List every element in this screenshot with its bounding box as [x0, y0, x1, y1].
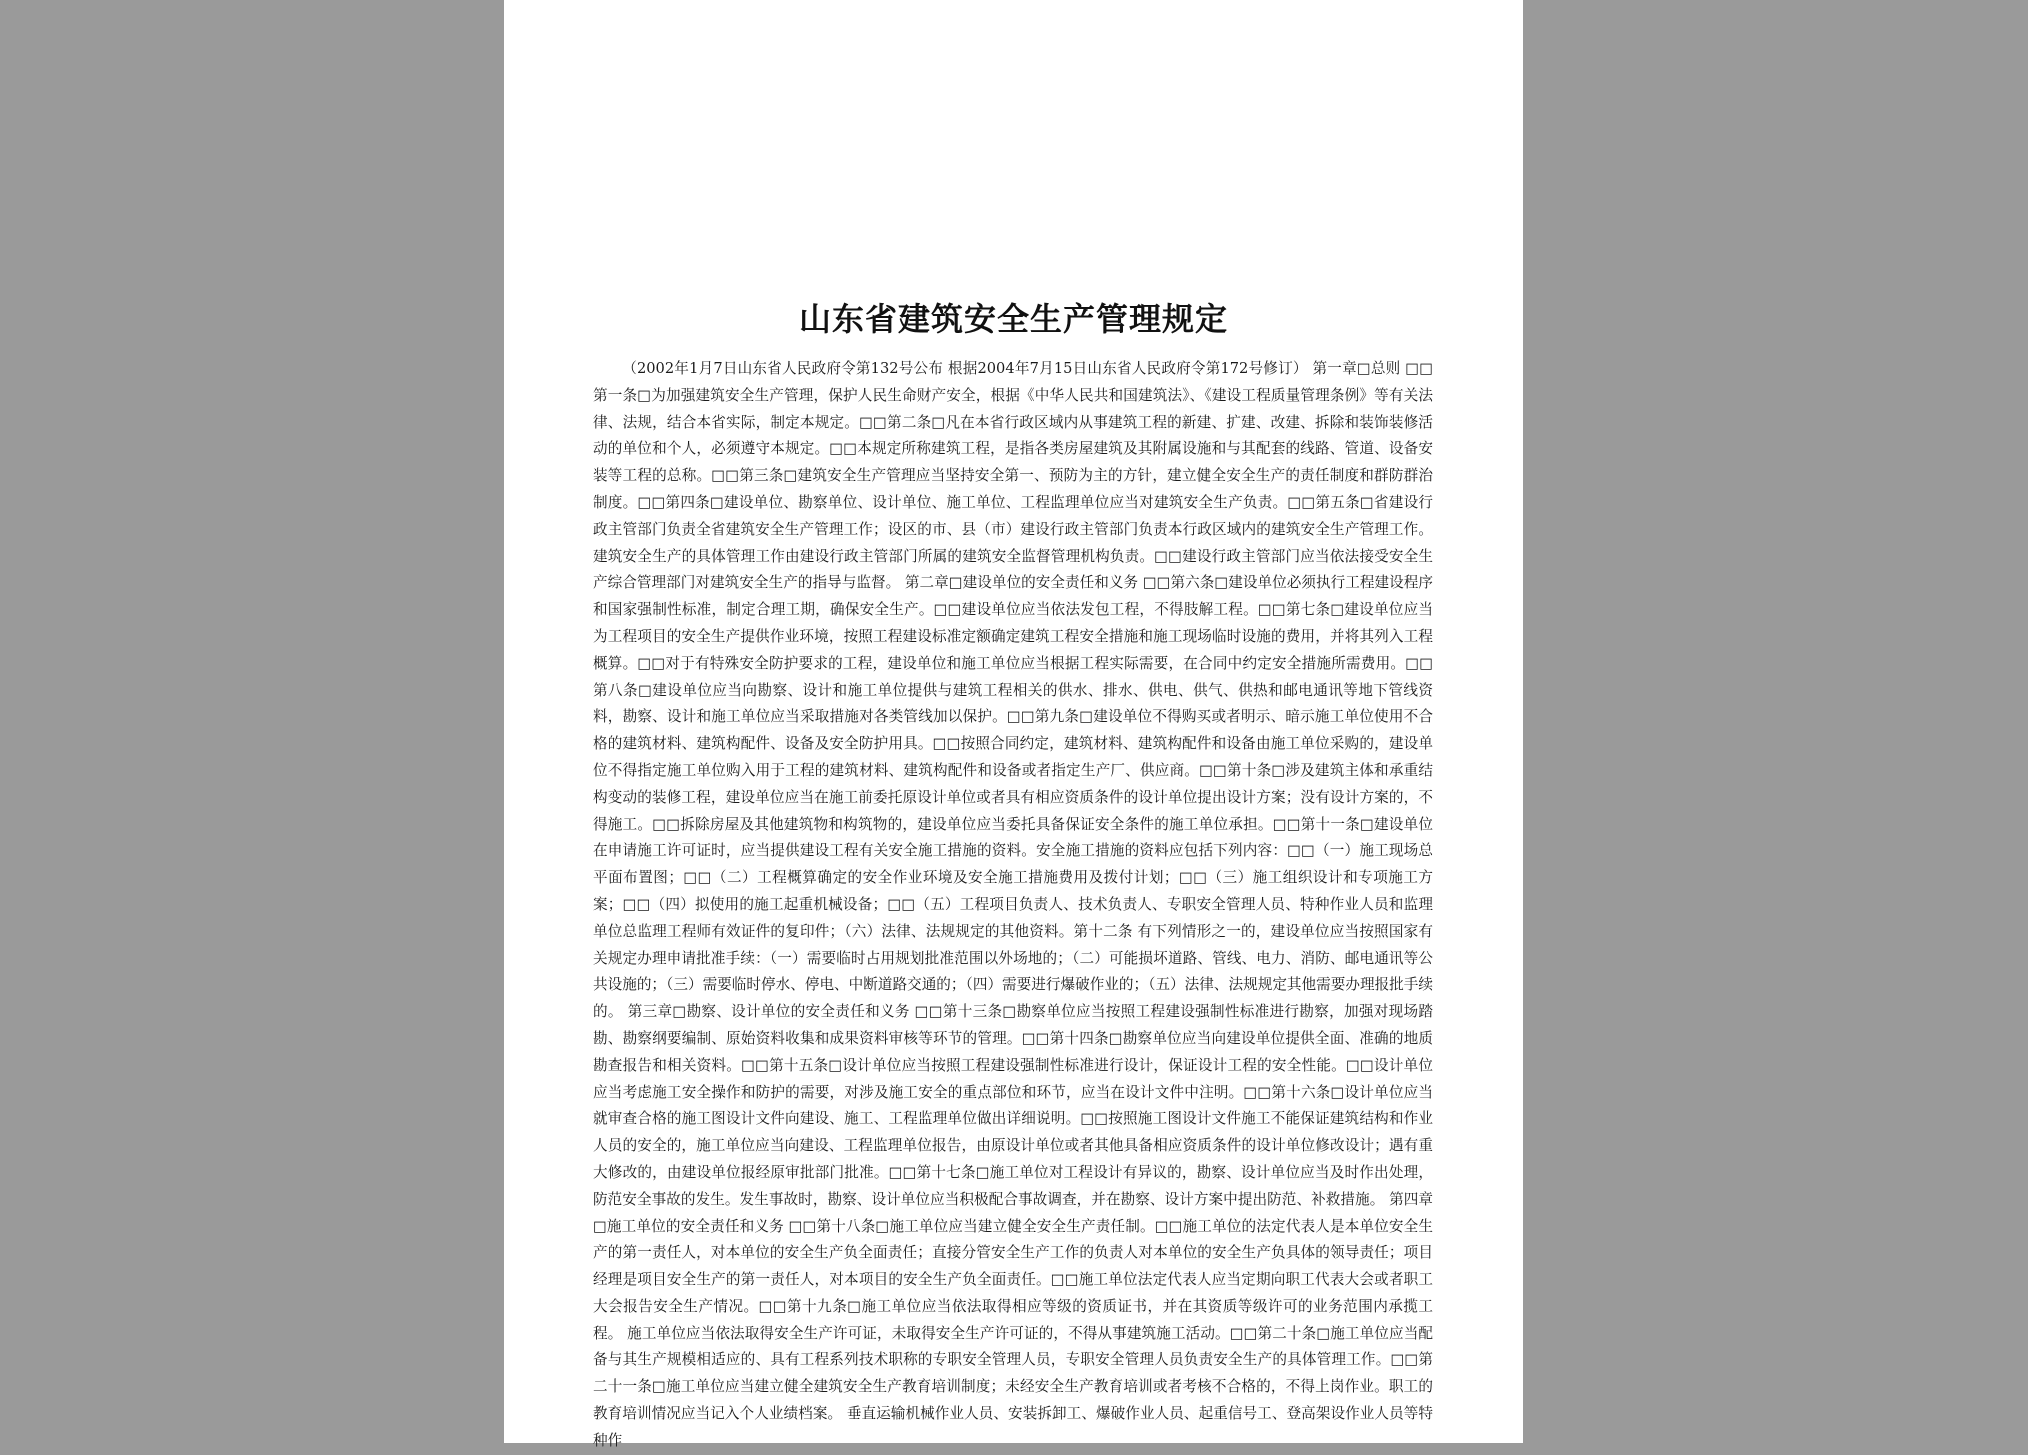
document-body: （2002年1月7日山东省人民政府令第132号公布 根据2004年7月15日山东省人民政府令第172号修订） 第一章□总则 □□第一条□为加强建筑安全生产管理，保护人民生命财产安全，根据《中华人民共和国建筑法》、《建设工程质量管理条例》等有关法律、法规，结合本省实际，制定本规定。□□第二条□凡在本省行政区域内从事建筑工程的新建、扩建、改建、拆除和装饰装修活动的单位和个人，必须遵守本规定。□□本规定所称建筑工程，是指各类房屋建筑及其附属设施和与其配套的线路、管道、设备安装等工程的总称。□□第三条□建筑安全生产管理应当坚持安全第一、预防为主的方针，建立健全安全生产的责任制度和群防群治制度。□□第四条□建设单位、勘察单位、设计单位、施工单位、工程监理单位应当对建筑安全生产负责。□□第五条□省建设行政主管部门负责全省建筑安全生产管理工作；设区的市、县（市）建设行政主管部门负责本行政区域内的建筑安全生产管理工作。建筑安全生产的具体管理工作由建设行政主管部门所属的建筑安全监督管理机构负责。□□建设行政主管部门应当依法接受安全生产综合管理部门对建筑安全生产的指导与监督。 第二章□建设单位的安全责任和义务 □□第六条□建设单位必须执行工程建设程序和国家强制性标准，制定合理工期，确保安全生产。□□建设单位应当依法发包工程，不得肢解工程。□□第七条□建设单位应当为工程项目的安全生产提供作业环境，按照工程建设标准定额确定建筑工程安全措施和施工现场临时设施的费用，并将其列入工程概算。□□对于有特殊安全防护要求的工程，建设单位和施工单位应当根据工程实际需要，在合同中约定安全措施所需费用。□□第八条□建设单位应当向勘察、设计和施工单位提供与建筑工程相关的供水、排水、供电、供气、供热和邮电通讯等地下管线资料，勘察、设计和施工单位应当采取措施对各类管线加以保护。□□第九条□建设单位不得购买或者明示、暗示施工单位使用不合格的建筑材料、建筑构配件、设备及安全防护用具。□□按照合同约定，建筑材料、建筑构配件和设备由施工单位采购的，建设单位不得指定施工单位购入用于工程的建筑材料、建筑构配件和设备或者指定生产厂、供应商。□□第十条□涉及建筑主体和承重结构变动的装修工程，建设单位应当在施工前委托原设计单位或者具有相应资质条件的设计单位提出设计方案；没有设计方案的，不得施工。□□拆除房屋及其他建筑物和构筑物的，建设单位应当委托具备保证安全条件的施工单位承担。□□第十一条□建设单位在申请施工许可证时，应当提供建设工程有关安全施工措施的资料。安全施工措施的资料应包括下列内容：□□（一）施工现场总平面布置图；□□（二）工程概算确定的安全作业环境及安全施工措施费用及拨付计划；□□（三）施工组织设计和专项施工方案；□□（四）拟使用的施工起重机械设备；□□（五）工程项目负责人、技术负责人、专职安全管理人员、特种作业人员和监理单位总监理工程师有效证件的复印件；（六）法律、法规规定的其他资料。第十二条 有下列情形之一的，建设单位应当按照国家有关规定办理申请批准手续：（一）需要临时占用规划批准范围以外场地的；（二）可能损坏道路、管线、电力、消防、邮电通讯等公共设施的；（三）需要临时停水、停电、中断道路交通的；（四）需要进行爆破作业的；（五）法律、法规规定其他需要办理报批手续的。 第三章□勘察、设计单位的安全责任和义务 □□第十三条□勘察单位应当按照工程建设强制性标准进行勘察，加强对现场踏勘、勘察纲要编制、原始资料收集和成果资料审核等环节的管理。□□第十四条□勘察单位应当向建设单位提供全面、准确的地质勘查报告和相关资料。□□第十五条□设计单位应当按照工程建设强制性标准进行设计，保证设计工程的安全性能。□□设计单位应当考虑施工安全操作和防护的需要，对涉及施工安全的重点部位和环节，应当在设计文件中注明。□□第十六条□设计单位应当就审查合格的施工图设计文件向建设、施工、工程监理单位做出详细说明。□□按照施工图设计文件施工不能保证建筑结构和作业人员的安全的，施工单位应当向建设、工程监理单位报告，由原设计单位或者其他具备相应资质条件的设计单位修改设计；遇有重大修改的，由建设单位报经原审批部门批准。□□第十七条□施工单位对工程设计有异议的，勘察、设计单位应当及时作出处理，防范安全事故的发生。发生事故时，勘察、设计单位应当积极配合事故调查，并在勘察、设计方案中提出防范、补救措施。 第四章□施工单位的安全责任和义务 □□第十八条□施工单位应当建立健全安全生产责任制。□□施工单位的法定代表人是本单位安全生产的第一责任人，对本单位的安全生产负全面责任；直接分管安全生产工作的负责人对本单位的安全生产负具体的领导责任；项目经理是项目安全生产的第一责任人，对本项目的安全生产负全面责任。□□施工单位法定代表人应当定期向职工代表大会或者职工大会报告安全生产情况。□□第十九条□施工单位应当依法取得相应等级的资质证书，并在其资质等级许可的业务范围内承揽工程。 施工单位应当依法取得安全生产许可证，未取得安全生产许可证的，不得从事建筑施工活动。□□第二十条□施工单位应当配备与其生产规模相适应的、具有工程系列技术职称的专职安全管理人员，专职安全管理人员负责安全生产的具体管理工作。□□第二十一条□施工单位应当建立健全建筑安全生产教育培训制度；未经安全生产教育培训或者考核不合格的，不得上岗作业。职工的教育培训情况应当记入个人业绩档案。 垂直运输机械作业人员、安装拆卸工、爆破作业人员、起重信号工、登高架设作业人员等特种作 — [593, 360, 1433, 1449]
document-page — [504, 0, 1523, 1449]
document-title: 山东省建筑安全生产管理规定 — [798, 300, 1228, 338]
